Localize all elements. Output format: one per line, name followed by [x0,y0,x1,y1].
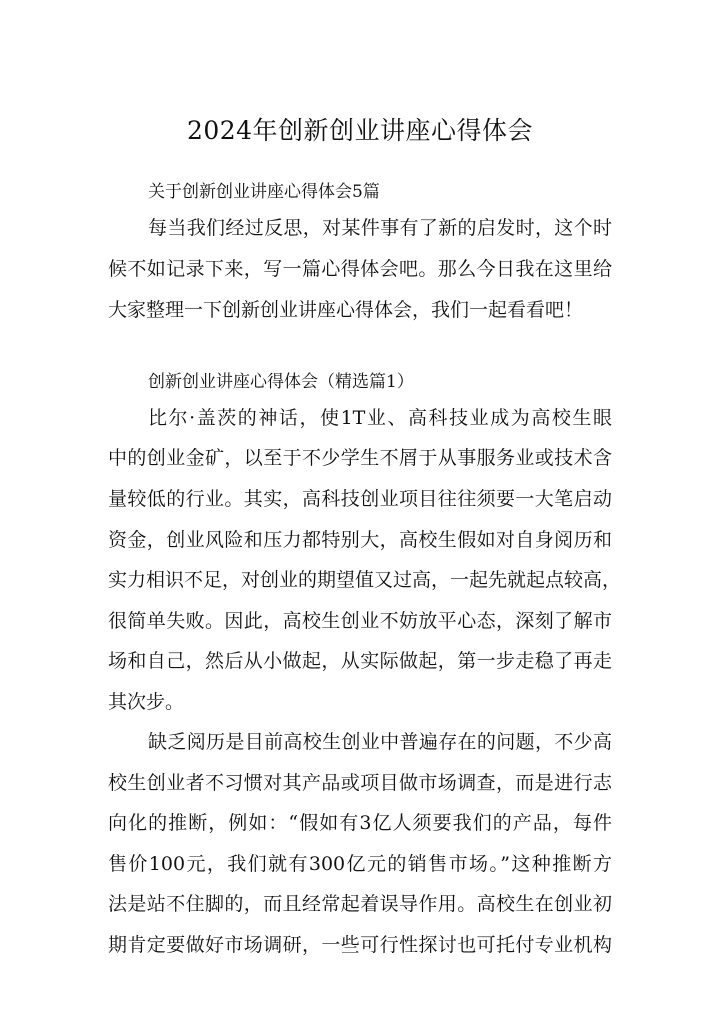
paragraph2-line: 法是站不住脚的，而且经常起着误导作用。高校生在创业初 [108,893,612,915]
paragraph2-line: 缺乏阅历是目前高校生创业中普遍存在的问题，不少高 [148,731,612,753]
paragraph1-line: 场和自己，然后从小做起，从实际做起，第一步走稳了再走 [108,650,612,672]
paragraph2-line: 售价100元，我们就有300亿元的销售市场。”这种推断方 [108,853,612,875]
intro-line: 大家整理一下创新创业讲座心得体会，我们一起看看吧！ [108,299,584,321]
paragraph1-line: 实力相识不足，对创业的期望值又过高，一起先就起点较高， [108,569,622,591]
paragraph1-line: 比尔·盖茨的神话，使1T业、高科技业成为高校生眼 [148,407,612,429]
paragraph2-line: 向化的推断，例如：“假如有3亿人须要我们的产品，每件 [108,812,612,834]
paragraph1-line: 资金，创业风险和压力都特别大，高校生假如对自身阅历和 [108,529,612,551]
intro-heading: 关于创新创业讲座心得体会5篇 [148,182,380,202]
paragraph1-line: 中的创业金矿，以至于不少学生不屑于从事服务业或技术含 [108,447,612,469]
document-title: 2024年创新创业讲座心得体会 [186,116,534,145]
paragraph1-line: 量较低的行业。其实，高科技创业项目往往须要一大笔启动 [108,488,612,510]
paragraph2-line: 期肯定要做好市场调研，一些可行性探讨也可托付专业机构 [108,934,612,956]
paragraph1-line: 很简单失败。因此，高校生创业不妨放平心态，深刻了解市 [108,610,612,632]
intro-line: 候不如记录下来，写一篇心得体会吧。那么今日我在这里给 [108,258,612,280]
section-heading: 创新创业讲座心得体会（精选篇1） [148,372,414,392]
intro-line: 每当我们经过反思，对某件事有了新的启发时，这个时 [148,217,612,239]
paragraph1-line: 其次步。 [108,691,185,713]
paragraph2-line: 校生创业者不习惯对其产品或项目做市场调查，而是进行志 [108,772,612,794]
